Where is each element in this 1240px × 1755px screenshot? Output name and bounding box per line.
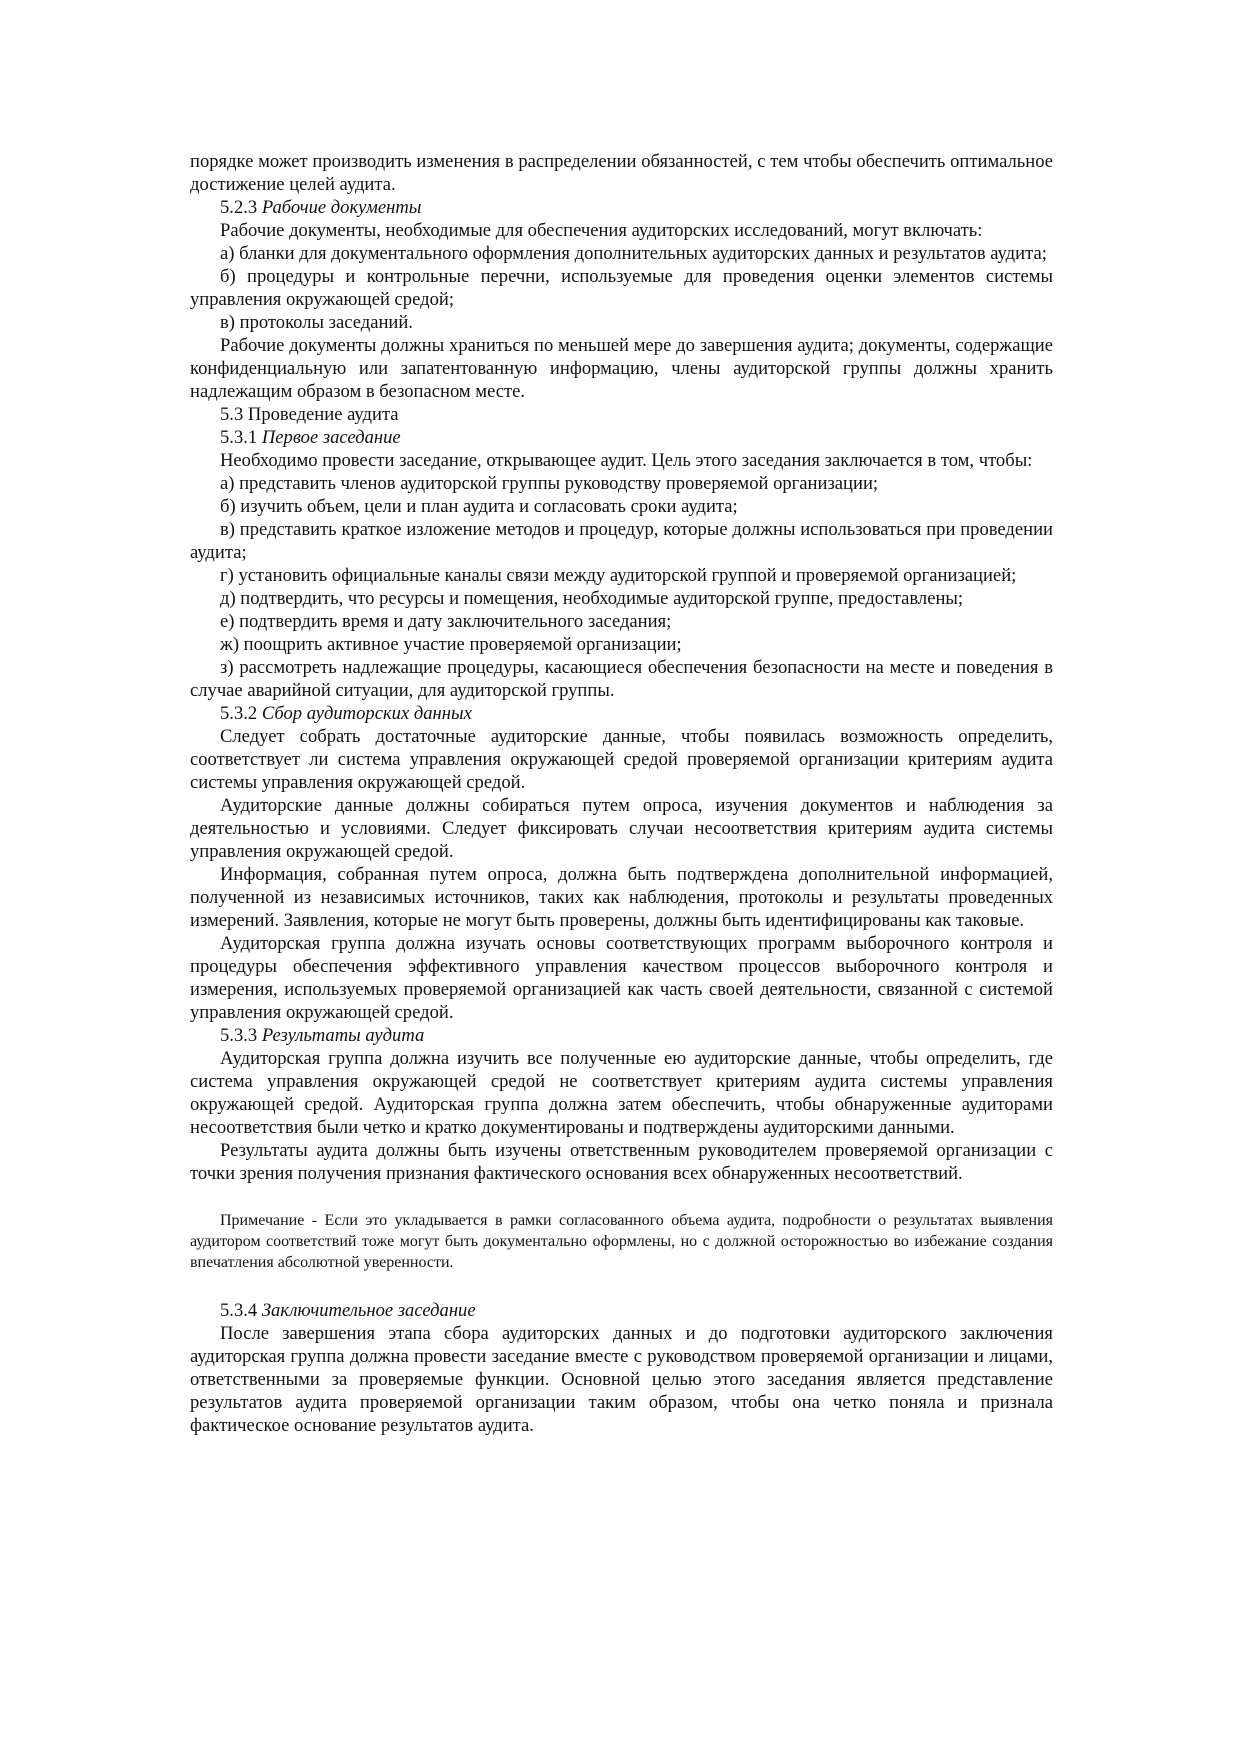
section-title: Первое заседание [261, 427, 401, 448]
section-heading-5-3-1 [190, 426, 1053, 449]
paragraph: Необходимо провести заседание, открывающее аудит. Цель этого заседания заключается в том, чтобы: [220, 450, 1033, 471]
list-item: в) представить краткое изложение методов и процедур, которые должны использоваться при проведении аудита; [190, 519, 1053, 563]
section-heading-5-3-2 [190, 702, 1053, 725]
list-item: в) протоколы заседаний. [220, 312, 413, 333]
section-number: 5.2.3 [220, 197, 258, 218]
paragraph: Аудиторская группа должна изучить все полученные ею аудиторские данные, чтобы определить, где система управления окружающей средой не соответствует критериям аудита системы управления окружающей средой. Аудиторская группа должна затем обеспечить, чтобы обнаруженные аудиторами несоответствия были четко и кратко документированы и подтверждены аудиторскими данными. [190, 1048, 1053, 1138]
paragraph: Аудиторская группа должна изучать основы соответствующих программ выборочного контроля и процедуры обеспечения эффективного управления качеством процессов выборочного контроля и измерения, используемых проверяемой организацией как часть своей деятельности, связанной с системой управления окружающей средой. [190, 933, 1053, 1023]
paragraph: Следует собрать достаточные аудиторские данные, чтобы появилась возможность определить, соответствует ли система управления окружающей средой проверяемой организации критериям аудита системы управления окружающей средой. [190, 726, 1053, 793]
list-item: а) бланки для документального оформления дополнительных аудиторских данных и результатов аудита; [220, 243, 1047, 264]
section-title: Заключительное заседание [261, 1300, 476, 1321]
document-page [190, 150, 1053, 1437]
section-title: Сбор аудиторских данных [261, 703, 472, 724]
section-number: 5.3.3 [220, 1025, 258, 1046]
section-heading-5-3-4 [190, 1299, 1053, 1322]
list-item: а) представить членов аудиторской группы руководству проверяемой организации; [220, 473, 879, 494]
paragraph: Рабочие документы, необходимые для обеспечения аудиторских исследований, могут включать: [220, 220, 983, 241]
section-heading-5-3: 5.3 Проведение аудита [220, 404, 399, 425]
section-heading-5-2-3 [190, 196, 1053, 219]
list-item: ж) поощрить активное участие проверяемой организации; [220, 634, 682, 655]
list-item: е) подтвердить время и дату заключительного заседания; [220, 611, 672, 632]
section-number: 5.3.2 [220, 703, 258, 724]
paragraph: Рабочие документы должны храниться по меньшей мере до завершения аудита; документы, содержащие конфиденциальную или запатентованную информацию, члены аудиторской группы должны хранить надлежащим образом в безопасном месте. [190, 335, 1053, 402]
paragraph: порядке может производить изменения в распределении обязанностей, с тем чтобы обеспечить оптимальное достижение целей аудита. [190, 151, 1053, 195]
section-number: 5.3.4 [220, 1300, 258, 1321]
list-item: з) рассмотреть надлежащие процедуры, касающиеся обеспечения безопасности на месте и поведения в случае аварийной ситуации, для аудиторской группы. [190, 657, 1053, 701]
list-item: б) процедуры и контрольные перечни, используемые для проведения оценки элементов системы управления окружающей средой; [190, 266, 1053, 310]
section-title: Результаты аудита [261, 1025, 425, 1046]
section-number: 5.3.1 [220, 427, 258, 448]
paragraph: Результаты аудита должны быть изучены ответственным руководителем проверяемой организации с точки зрения получения признания фактического основания всех обнаруженных несоответствий. [190, 1140, 1053, 1184]
paragraph: Аудиторские данные должны собираться путем опроса, изучения документов и наблюдения за деятельностью и условиями. Следует фиксировать случаи несоответствия критериям аудита системы управления окружающей средой. [190, 795, 1053, 862]
section-heading-5-3-3 [190, 1024, 1053, 1047]
list-item: г) установить официальные каналы связи между аудиторской группой и проверяемой организацией; [220, 565, 1017, 586]
section-title: Рабочие документы [261, 197, 422, 218]
paragraph: Информация, собранная путем опроса, должна быть подтверждена дополнительной информацией, полученной из независимых источников, таких как наблюдения, протоколы и результаты проведенных измерений. Заявления, которые не могут быть проверены, должны быть идентифицированы как таковые. [190, 864, 1053, 931]
paragraph: После завершения этапа сбора аудиторских данных и до подготовки аудиторского заключения аудиторская группа должна провести заседание вместе с руководством проверяемой организации и лицами, ответственными за проверяемые функции. Основной целью этого заседания является представление результатов аудита проверяемой организации таким образом, чтобы она четко поняла и признала фактическое основание результатов аудита. [190, 1323, 1053, 1436]
list-item: д) подтвердить, что ресурсы и помещения, необходимые аудиторской группе, предоставлены; [220, 588, 964, 609]
list-item: б) изучить объем, цели и план аудита и согласовать сроки аудита; [220, 496, 738, 517]
note: Примечание - Если это укладывается в рамки согласованного объема аудита, подробности о результатах выявления аудитором соответствий тоже могут быть документально оформлены, но с должной осторожностью во избежание создания впечатления абсолютной уверенности. [190, 1212, 1053, 1271]
